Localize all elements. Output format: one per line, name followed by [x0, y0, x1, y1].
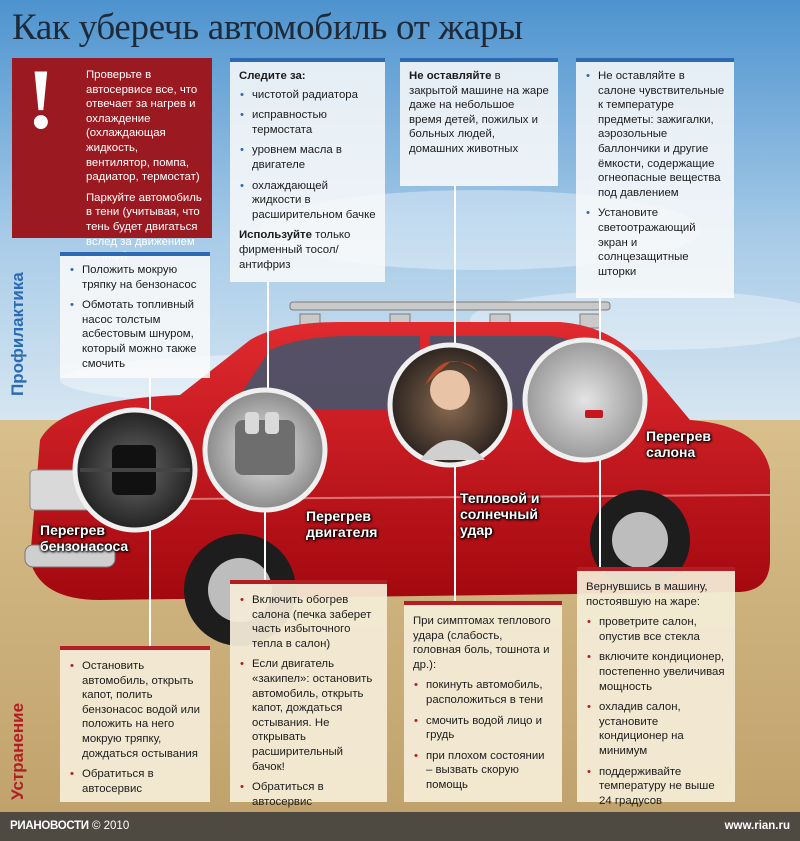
- footer-url[interactable]: www.rian.ru: [724, 820, 790, 832]
- label-cabin-overheat: Перегрев салона: [646, 428, 711, 460]
- circle-driver: [390, 345, 510, 465]
- list-item: • Если двигатель «закипел»: остановить автомобиль, открыть капот, дождаться остывания. Не открывать расширительный бачок!: [239, 657, 378, 774]
- dont-leave-rest: в закрытой машине на жаре даже на небольшое время детей, пожилых и больных людей, домашних животных: [409, 70, 549, 155]
- label-engine-overheat: Перегрев двигателя: [306, 508, 378, 540]
- page-title: Как уберечь автомобиль от жары: [12, 7, 523, 48]
- list-item: • Обмотать топливный насос толстым асбестовым шнуром, который можно также смочить: [69, 298, 201, 371]
- panel-watch: [230, 62, 385, 282]
- list-item: • включите кондиционер, постепенно увеличивая мощность: [586, 650, 726, 694]
- general-advice-text-1: Проверьте в автосервисе все, что отвечает за нагрев и охлаждение (охлаждающая жидкость, вентилятор, помпа, радиатор, термостат): [86, 69, 200, 184]
- cabin-elimination-list: [586, 615, 726, 808]
- heatstroke-list: [413, 678, 553, 792]
- list-item: • Положить мокрую тряпку на бензонасос: [69, 263, 201, 292]
- list-item: • уровнем масла в двигателе: [239, 143, 376, 172]
- panel-cabin-prevention: [576, 62, 734, 298]
- panel-fuel-elimination: [60, 650, 210, 802]
- watch-heading: Следите за:: [239, 70, 306, 82]
- dont-leave-bold: Не оставляйте: [409, 70, 492, 82]
- panel-dont-leave: [400, 62, 558, 186]
- panel-engine-elimination: [230, 584, 387, 808]
- general-advice-text-2: Паркуйте автомобиль в тени (учитывая, что тень будет двигаться вслед за движением: [86, 191, 202, 248]
- label-fuel-pump-overheat: Перегрев бензонасоса: [40, 522, 129, 554]
- list-item: • Не оставляйте в салоне чувствительные к температуре предметы: зажигалки, аэрозольные баллончики и другие ёмкости, содержащие огнеопасные вещества под давлением: [585, 69, 725, 200]
- panel-heatstroke-elimination: [404, 605, 562, 802]
- list-item: • Включить обогрев салона (печка заберет часть избыточного тепла в салон): [239, 593, 378, 651]
- use-antifreeze-text: [239, 228, 376, 272]
- engine-elimination-list: [239, 593, 378, 809]
- fuel-prevention-list: [69, 263, 201, 371]
- brand-logo: РИАНОВОСТИ: [10, 820, 89, 832]
- list-item: • смочить водой лицо и грудь: [413, 714, 553, 743]
- list-item: • Обратиться в автосервис: [69, 767, 201, 796]
- list-item: • Установите светоотражающий экран и солнцезащитные шторки: [585, 206, 725, 279]
- list-item: • чистотой радиатора: [239, 88, 376, 103]
- cabin-prevention-list: [585, 69, 725, 279]
- circle-cabin: [525, 340, 645, 460]
- list-item: • проветрите салон, опустив все стекла: [586, 615, 726, 644]
- label-prevention: Профилактика: [8, 272, 27, 396]
- copyright: © 2010: [91, 820, 130, 832]
- use-bold: Используйте: [239, 229, 312, 242]
- fuel-elimination-list: [69, 659, 201, 796]
- exclamation-icon: !: [26, 51, 56, 147]
- circle-engine: [205, 390, 325, 510]
- use-rest: только фирменный тосол/антифриз: [239, 229, 351, 271]
- cabin-intro: Вернувшись в машину, постоявшую на жаре:: [586, 581, 708, 608]
- dont-leave-text: [409, 69, 549, 157]
- heatstroke-intro: При симптомах теплового удара (слабость, головная боль, тошнота и др.):: [413, 615, 551, 671]
- circle-fuel-pump: [75, 410, 195, 530]
- panel-cabin-elimination: [577, 571, 735, 807]
- list-item: • при плохом состоянии – вызвать скорую помощь: [413, 749, 553, 793]
- list-item: • поддерживайте температуру не выше 24 градусов: [586, 765, 726, 809]
- list-item: • охладив салон, установите кондиционер на минимум: [586, 700, 726, 758]
- list-item: • Обратиться в автосервис: [239, 780, 378, 809]
- label-elimination: Устранение: [8, 702, 27, 800]
- watch-list: [239, 88, 376, 223]
- footer-brand: [10, 820, 129, 832]
- list-item: • покинуть автомобиль, расположиться в тени: [413, 678, 553, 707]
- list-item: • исправностью термостата: [239, 108, 376, 137]
- list-item: • Остановить автомобиль, открыть капот, полить бензонасос водой или положить на него мокрую тряпку, дождаться остывания: [69, 659, 201, 761]
- panel-fuel-prevention: [60, 256, 210, 378]
- list-item: • охлаждающей жидкости в расширительном бачке: [239, 179, 376, 223]
- label-heatstroke: Тепловой и солнечный удар: [460, 490, 540, 538]
